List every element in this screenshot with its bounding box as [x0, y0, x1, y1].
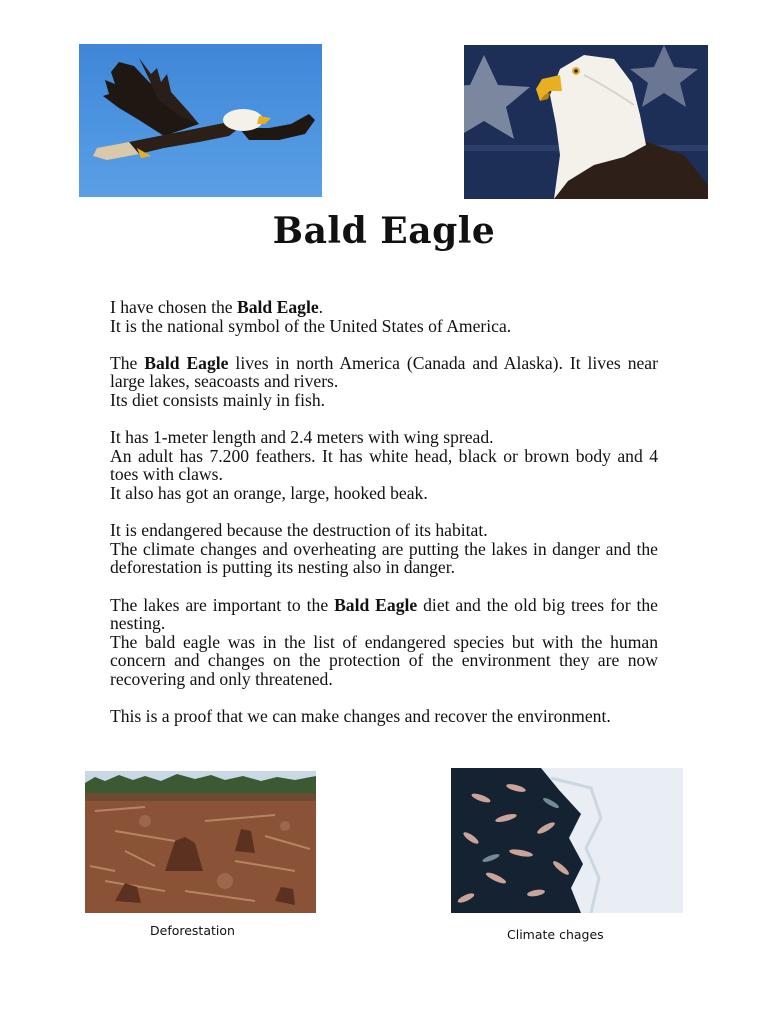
paragraph-6	[110, 707, 658, 726]
p5-line-2: The bald eagle was in the list of endangered species but with the human concern and changes on the protection of the environment they are now recovering and only threatened.	[110, 631, 658, 689]
p1-bold-name: Bald Eagle	[237, 297, 319, 317]
p2-bold-name: Bald Eagle	[144, 352, 229, 373]
p2-line-1	[110, 354, 658, 391]
climate-caption: Climate chages	[507, 927, 604, 942]
p6-line-1: This is a proof that we can make changes and recover the environment.	[110, 706, 611, 727]
p5-text-pre: The lakes are important to the	[110, 594, 335, 615]
p5-text-post: diet and the old big trees for the nesting.	[110, 594, 658, 634]
body-text	[110, 298, 658, 744]
p3-line-2: An adult has 7.200 feathers. It has white head, black or brown body and 4 toes with claws.	[110, 445, 658, 485]
p1-text-post: .	[318, 297, 324, 317]
deforestation-caption: Deforestation	[150, 923, 235, 938]
p4-line-2: The climate changes and overheating are putting the lakes in danger and the deforestation is putting its nesting also in danger.	[110, 538, 658, 578]
deforestation-photo	[85, 771, 316, 913]
p1-line-1	[110, 298, 658, 317]
p3-line-3: It also has got an orange, large, hooked beak.	[110, 482, 428, 503]
climate-photo	[451, 768, 683, 913]
paragraph-1	[110, 298, 658, 335]
p4-line-1: It is endangered because the destruction of its habitat.	[110, 520, 488, 541]
p1-line-2: It is the national symbol of the United States of America.	[110, 315, 512, 336]
eagle-portrait-photo	[464, 45, 708, 199]
p2-text-pre: The	[110, 352, 145, 373]
p3-line-1: It has 1-meter length and 2.4 meters with wing spread.	[110, 427, 494, 448]
eagle-flying-photo	[79, 44, 322, 197]
p5-line-1	[110, 596, 658, 633]
p1-text-pre: I have chosen the	[110, 297, 238, 317]
paragraph-3	[110, 428, 658, 502]
p5-bold-name: Bald Eagle	[334, 594, 418, 615]
p2-text-post: lives in north America (Canada and Alaska). It lives near large lakes, seacoasts and rivers.	[110, 352, 658, 392]
paragraph-2	[110, 354, 658, 410]
paragraph-5	[110, 596, 658, 689]
paragraph-4	[110, 521, 658, 577]
page-title: Bald Eagle	[272, 210, 496, 252]
p2-line-2: Its diet consists mainly in fish.	[110, 389, 326, 410]
